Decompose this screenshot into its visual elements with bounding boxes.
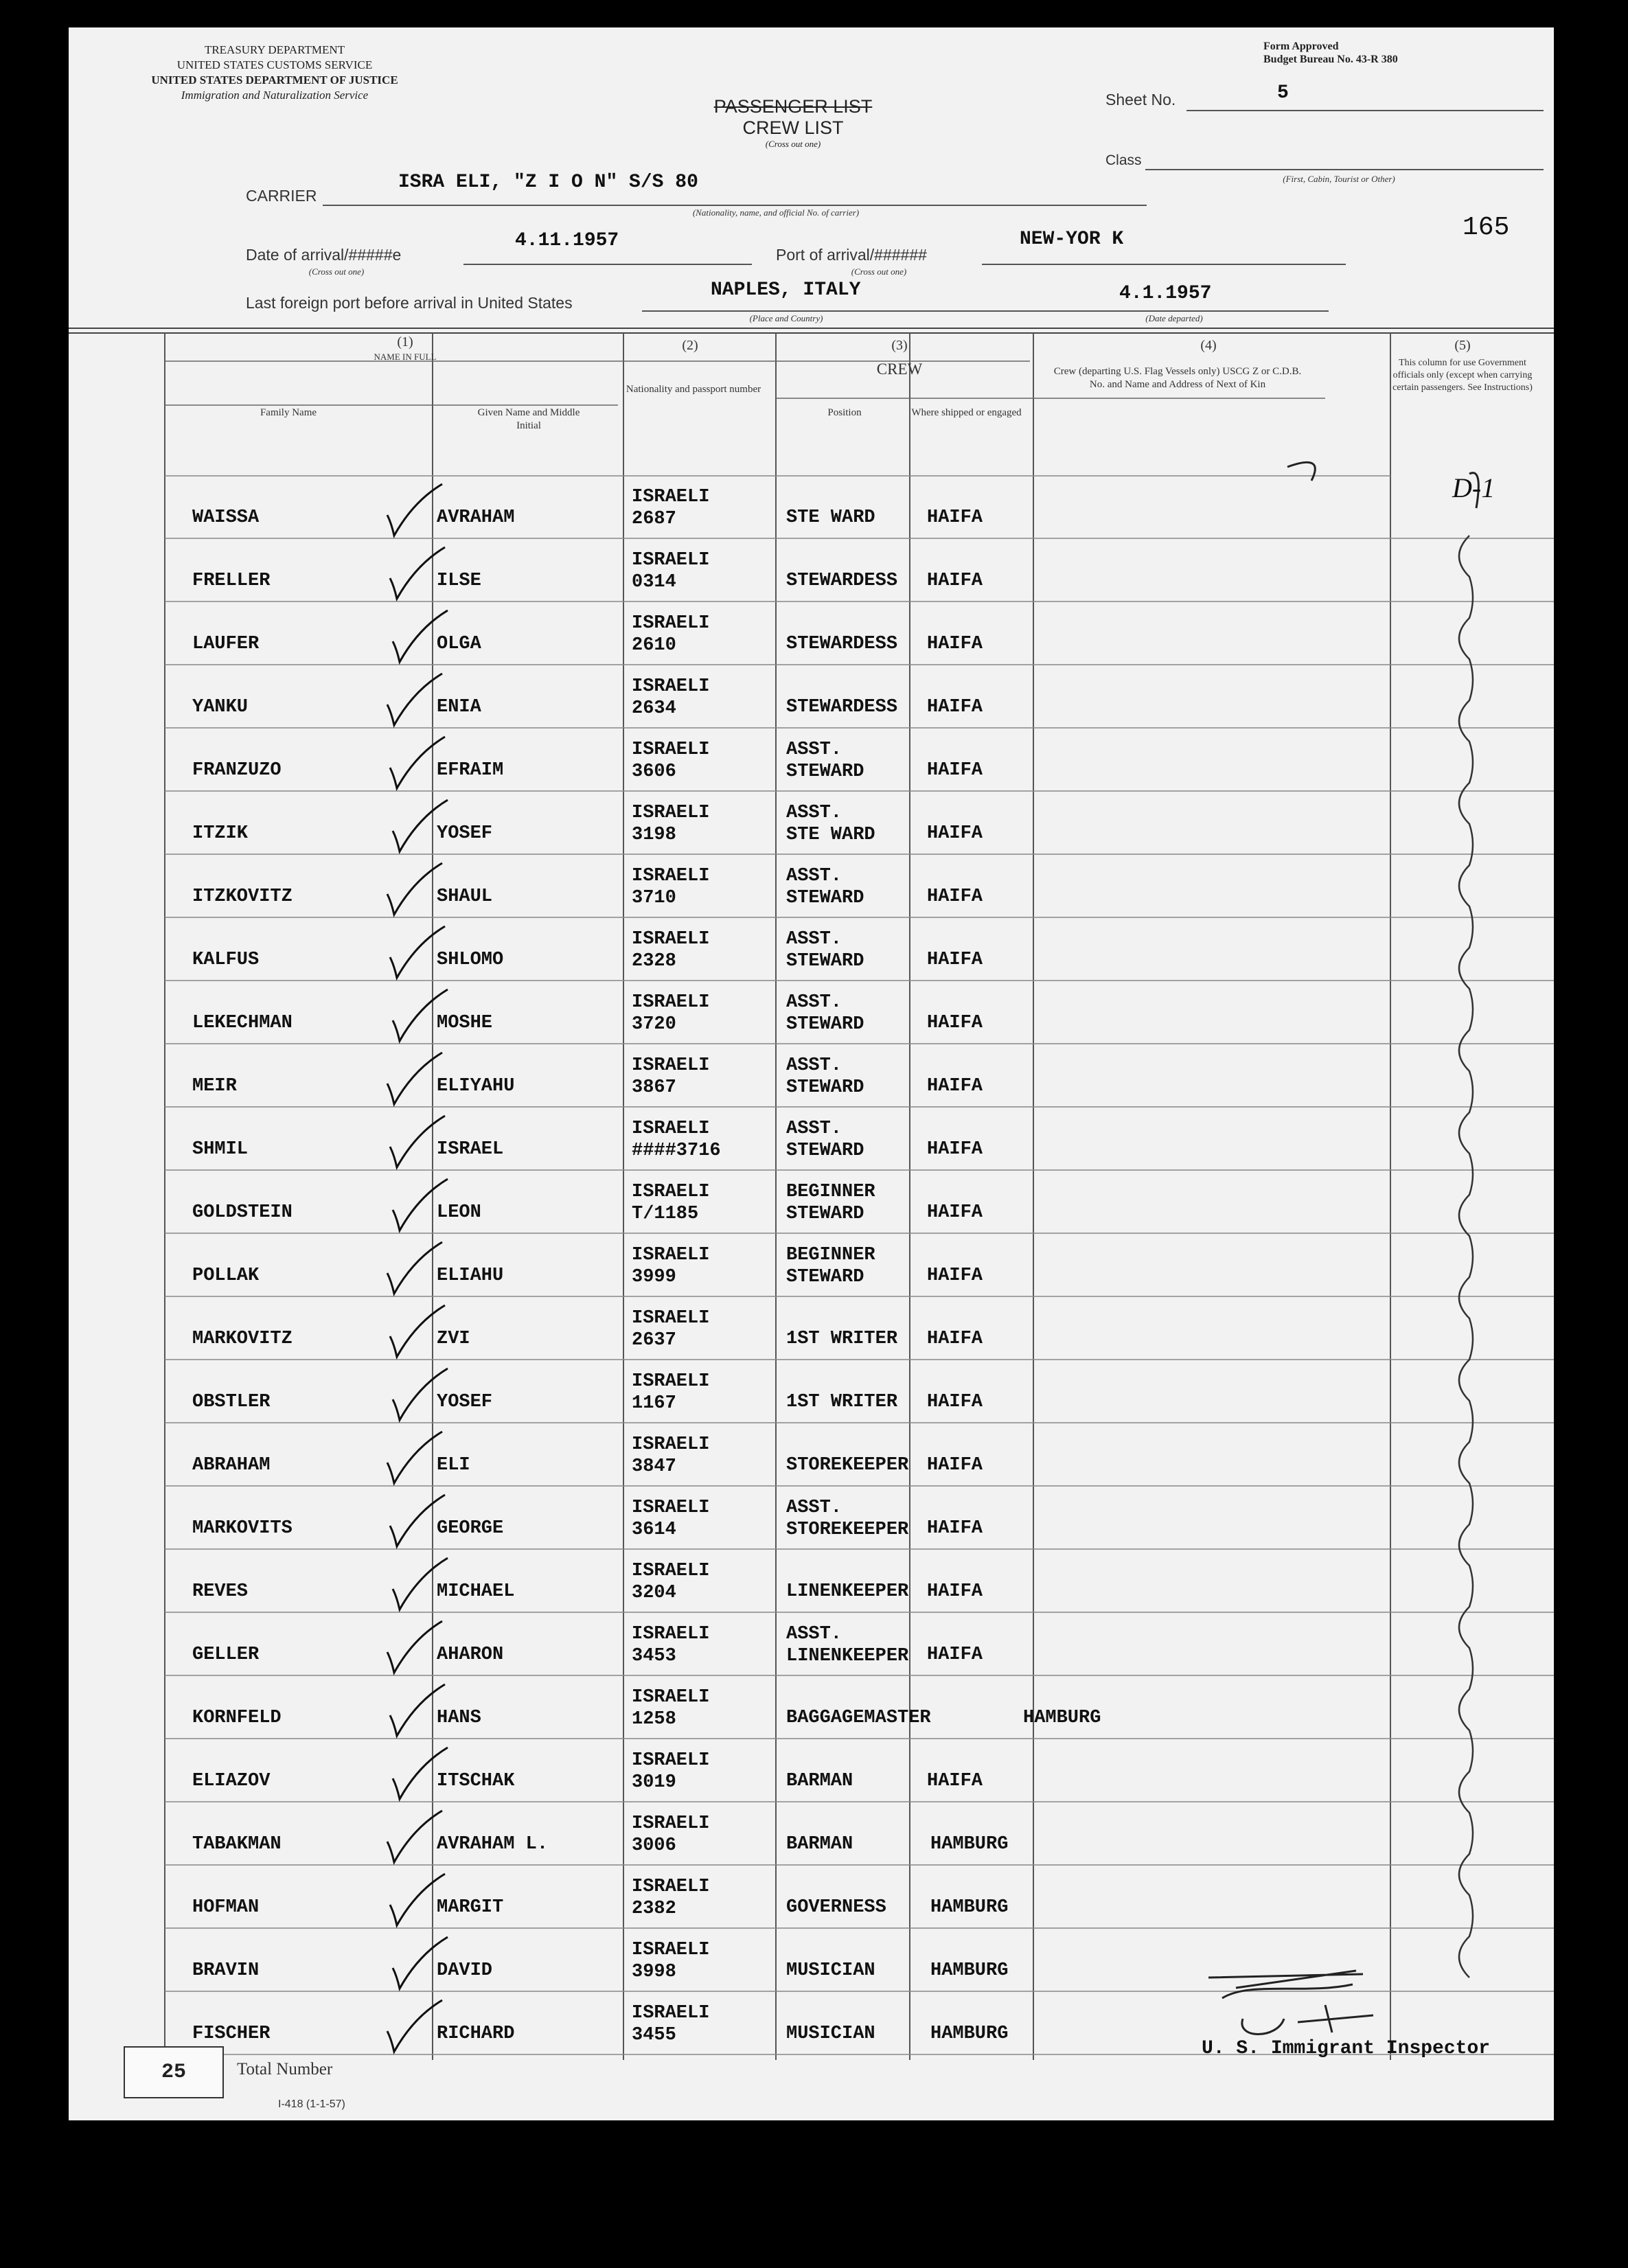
- table-row: [69, 1552, 1554, 1615]
- family-name: YANKU: [192, 697, 249, 718]
- passport-number: 3999: [632, 1267, 676, 1287]
- class-hint: (First, Cabin, Tourist or Other): [1283, 174, 1395, 184]
- where-shipped: HAIFA: [927, 571, 983, 591]
- given-name: AVRAHAM: [437, 507, 515, 528]
- where-shipped: HAIFA: [927, 1265, 983, 1286]
- nationality: ISRAELI: [632, 1434, 710, 1455]
- check-mark-icon: [379, 1428, 448, 1490]
- check-mark-icon: [382, 544, 450, 606]
- carrier-hint: (Nationality, name, and official No. of carrier): [692, 207, 860, 218]
- passport-number: 3710: [632, 888, 676, 908]
- passport-number: 1258: [632, 1709, 676, 1730]
- budget-bureau-text: Budget Bureau No. 43-R 380: [1263, 54, 1398, 65]
- passport-number: 3606: [632, 761, 676, 782]
- position: LINENKEEPER: [786, 1581, 909, 1602]
- passport-number: 3453: [632, 1646, 676, 1666]
- page-number: 165: [1463, 213, 1510, 242]
- given-name: EFRAIM: [437, 760, 504, 781]
- check-mark-icon: [379, 860, 448, 921]
- check-mark-icon: [382, 1302, 450, 1364]
- where-shipped-header: Where shipped or engaged: [911, 407, 1022, 418]
- family-name: TABAKMAN: [192, 1834, 282, 1855]
- check-mark-icon: [385, 986, 453, 1048]
- where-shipped: HAIFA: [927, 1329, 983, 1349]
- position: ASST.: [786, 866, 842, 886]
- position: ASST.: [786, 1055, 842, 1076]
- where-shipped: HAIFA: [927, 950, 983, 970]
- given-name: AHARON: [437, 1645, 504, 1665]
- passport-number: 1167: [632, 1393, 676, 1414]
- position-line-2: STEWARD: [786, 1014, 864, 1035]
- position: BARMAN: [786, 1834, 853, 1855]
- family-name: ITZIK: [192, 823, 249, 844]
- table-row: [69, 1868, 1554, 1931]
- class-label: Class: [1105, 152, 1142, 168]
- passport-number: 2637: [632, 1330, 676, 1351]
- agency-line: Immigration and Naturalization Service: [181, 89, 369, 102]
- where-shipped: HAIFA: [927, 1202, 983, 1223]
- position: ASST.: [786, 929, 842, 950]
- given-name: GEORGE: [437, 1518, 504, 1539]
- family-name: LEKECHMAN: [192, 1013, 293, 1033]
- where-shipped: HAIFA: [927, 1013, 983, 1033]
- given-name-header: Given Name and Middle Initial: [477, 407, 580, 431]
- family-name: ITZKOVITZ: [192, 886, 293, 907]
- position: STEWARDESS: [786, 571, 898, 591]
- nationality: ISRAELI: [632, 1813, 710, 1834]
- date-departed-hint: (Date departed): [1145, 313, 1203, 323]
- where-shipped: HAIFA: [927, 760, 983, 781]
- family-name: KORNFELD: [192, 1708, 282, 1728]
- total-number-label: Total Number: [237, 2060, 333, 2078]
- carrier-label: CARRIER: [246, 187, 317, 205]
- position-line-2: STOREKEEPER: [786, 1520, 909, 1540]
- passport-number: 3019: [632, 1772, 676, 1793]
- given-name: YOSEF: [437, 1392, 493, 1412]
- cross-out-hint: (Cross out one): [851, 266, 907, 277]
- family-name: MARKOVITZ: [192, 1329, 293, 1349]
- agency-line: UNITED STATES DEPARTMENT OF JUSTICE: [151, 73, 398, 87]
- table-row: [69, 604, 1554, 667]
- check-mark-icon: [379, 1239, 448, 1301]
- family-name: HOFMAN: [192, 1897, 260, 1918]
- nationality: ISRAELI: [632, 613, 710, 634]
- position-line-2: STE WARD: [786, 825, 875, 845]
- given-name: ENIA: [437, 697, 481, 718]
- nationality: ISRAELI: [632, 740, 710, 760]
- position-line-2: STEWARD: [786, 888, 864, 908]
- table-row: [69, 541, 1554, 604]
- government-mark: D-1: [1452, 472, 1495, 503]
- family-name: FISCHER: [192, 2024, 271, 2044]
- check-mark-icon: [379, 670, 448, 732]
- given-name: DAVID: [437, 1960, 493, 1981]
- table-row: [69, 1362, 1554, 1425]
- position: STOREKEEPER: [786, 1455, 909, 1476]
- where-shipped: HAMBURG: [930, 1834, 1009, 1855]
- position-line-2: STEWARD: [786, 1267, 864, 1287]
- nationality: ISRAELI: [632, 1940, 710, 1960]
- column-1-number: (1): [397, 334, 413, 350]
- where-shipped: HAIFA: [927, 1392, 983, 1412]
- check-mark-icon: [385, 1934, 453, 1995]
- given-name: MOSHE: [437, 1013, 493, 1033]
- given-name: ELIAHU: [437, 1265, 504, 1286]
- nationality: ISRAELI: [632, 1119, 710, 1139]
- given-name: HANS: [437, 1708, 481, 1728]
- given-name: OLGA: [437, 634, 481, 654]
- given-name: AVRAHAM L.: [437, 1834, 549, 1855]
- nationality: ISRAELI: [632, 1750, 710, 1771]
- where-shipped: HAIFA: [927, 1455, 983, 1476]
- where-shipped: HAIFA: [927, 507, 983, 528]
- passport-number: 3455: [632, 2025, 676, 2046]
- check-mark-icon: [379, 481, 448, 542]
- column-1-title: NAME IN FULL: [374, 352, 437, 362]
- check-mark-icon: [382, 733, 450, 795]
- crew-header: CREW: [876, 360, 923, 378]
- passport-number: 3204: [632, 1583, 676, 1603]
- check-mark-icon: [382, 1870, 450, 1932]
- family-name: GELLER: [192, 1645, 260, 1665]
- given-name: RICHARD: [437, 2024, 515, 2044]
- given-name: ITSCHAK: [437, 1771, 515, 1791]
- nationality-header: Nationality and passport number: [626, 384, 761, 395]
- check-mark-icon: [379, 1807, 448, 1869]
- position: GOVERNESS: [786, 1897, 886, 1918]
- agency-line: UNITED STATES CUSTOMS SERVICE: [176, 58, 373, 71]
- check-mark-icon: [382, 1681, 450, 1743]
- check-mark-icon: [382, 923, 450, 985]
- family-name: FRELLER: [192, 571, 271, 591]
- passenger-list-struck: PASSENGER LIST: [713, 96, 873, 117]
- passport-number: 3998: [632, 1962, 676, 1982]
- position: BEGINNER: [786, 1182, 875, 1202]
- where-shipped: HAIFA: [927, 697, 983, 718]
- where-shipped: HAIFA: [927, 1076, 983, 1097]
- check-mark-icon: [385, 1555, 453, 1616]
- nationality: ISRAELI: [632, 487, 710, 507]
- position: ASST.: [786, 1498, 842, 1518]
- last-port-value: NAPLES, ITALY: [711, 279, 861, 301]
- position-header: Position: [827, 407, 862, 418]
- where-shipped: HAMBURG: [930, 2024, 1009, 2044]
- position: STEWARDESS: [786, 697, 898, 718]
- cross-out-hint: (Cross out one): [308, 266, 365, 277]
- family-name: POLLAK: [192, 1265, 260, 1286]
- nationality: ISRAELI: [632, 676, 710, 697]
- family-name: FRANZUZO: [192, 760, 282, 781]
- passport-number: 3006: [632, 1835, 676, 1856]
- given-name: LEON: [437, 1202, 481, 1223]
- position-line-2: STEWARD: [786, 1204, 864, 1224]
- passport-number: T/1185: [632, 1204, 699, 1224]
- family-name: OBSTLER: [192, 1392, 271, 1412]
- place-country-hint: (Place and Country): [749, 313, 823, 323]
- position: BARMAN: [786, 1771, 853, 1791]
- position-line-2: STEWARD: [786, 761, 864, 782]
- where-shipped: HAMBURG: [930, 1960, 1009, 1981]
- given-name: ZVI: [437, 1329, 470, 1349]
- form-approval: [1263, 40, 1398, 66]
- column-4-number: (4): [1200, 338, 1217, 353]
- check-mark-icon: [379, 1049, 448, 1111]
- nationality: ISRAELI: [632, 1877, 710, 1897]
- check-mark-icon: [385, 1176, 453, 1237]
- given-name: ELIYAHU: [437, 1076, 515, 1097]
- column-2-number: (2): [682, 338, 698, 353]
- arrival-date-label: Date of arrival/#####e: [246, 246, 402, 264]
- agency-line: TREASURY DEPARTMENT: [204, 43, 345, 56]
- table-row: [69, 1931, 1554, 1994]
- position: 1ST WRITER: [786, 1329, 898, 1349]
- family-name: ELIAZOV: [192, 1771, 271, 1791]
- family-name: MARKOVITS: [192, 1518, 293, 1539]
- family-name-header: Family Name: [260, 407, 317, 418]
- nationality: ISRAELI: [632, 1687, 710, 1708]
- table-row: [69, 667, 1554, 731]
- passport-number: 3614: [632, 1520, 676, 1540]
- nationality: ISRAELI: [632, 929, 710, 950]
- nationality: ISRAELI: [632, 550, 710, 571]
- family-name: LAUFER: [192, 634, 260, 654]
- given-name: SHAUL: [437, 886, 493, 907]
- sheet-number: 5: [1277, 82, 1289, 104]
- table-row: [69, 1615, 1554, 1678]
- next-of-kin-header: Crew (departing U.S. Flag Vessels only) USCG Z or C.D.B. No. and Name and Address of Next of Kin: [1053, 366, 1302, 390]
- check-mark-icon: [385, 607, 453, 669]
- government-use-header: This column for use Government officials only (except when carrying certain passengers. See Instructions): [1392, 358, 1533, 393]
- nationality: ISRAELI: [632, 1308, 710, 1329]
- table-row: [69, 1805, 1554, 1868]
- crew-list-form: [69, 27, 1554, 2120]
- nationality: ISRAELI: [632, 1371, 710, 1392]
- given-name: MARGIT: [437, 1897, 504, 1918]
- family-name: ABRAHAM: [192, 1455, 271, 1476]
- column-3-number: (3): [891, 338, 908, 353]
- last-port-label: Last foreign port before arrival in United States: [246, 294, 573, 312]
- carrier-value: ISRA ELI, "Z I O N" S/S 80: [398, 172, 698, 193]
- table-row: [69, 1299, 1554, 1362]
- nationality: ISRAELI: [632, 1561, 710, 1581]
- passport-number: 0314: [632, 572, 676, 593]
- table-row: [69, 472, 1554, 541]
- form-number: I-418 (1-1-57): [278, 2098, 345, 2110]
- given-name: MICHAEL: [437, 1581, 515, 1602]
- check-mark-icon: [385, 797, 453, 858]
- where-shipped: HAIFA: [927, 1581, 983, 1602]
- table-row: [69, 983, 1554, 1046]
- table-row: [69, 1110, 1554, 1173]
- cross-out-hint: (Cross out one): [765, 139, 821, 149]
- where-shipped: HAIFA: [927, 886, 983, 907]
- position: MUSICIAN: [786, 2024, 875, 2044]
- position: STE WARD: [786, 507, 875, 528]
- given-name: ILSE: [437, 571, 481, 591]
- family-name: GOLDSTEIN: [192, 1202, 293, 1223]
- date-departed-value: 4.1.1957: [1119, 283, 1212, 304]
- arrival-date-value: 4.11.1957: [515, 230, 619, 251]
- where-shipped: HAIFA: [927, 1645, 983, 1665]
- passport-number: 2687: [632, 509, 676, 529]
- table-row: [69, 1741, 1554, 1805]
- where-shipped: HAMBURG: [1023, 1708, 1101, 1728]
- table-row: [69, 794, 1554, 857]
- nationality: ISRAELI: [632, 1624, 710, 1645]
- nationality: ISRAELI: [632, 1182, 710, 1202]
- passport-number: 3867: [632, 1077, 676, 1098]
- position: ASST.: [786, 1624, 842, 1645]
- arrival-port-label: Port of arrival/######: [776, 246, 927, 264]
- form-approved-text: Form Approved: [1263, 41, 1339, 52]
- family-name: MEIR: [192, 1076, 237, 1097]
- table-row: [69, 1236, 1554, 1299]
- nationality: ISRAELI: [632, 992, 710, 1013]
- family-name: KALFUS: [192, 950, 260, 970]
- nationality: ISRAELI: [632, 1055, 710, 1076]
- table-row: [69, 1489, 1554, 1552]
- nationality: ISRAELI: [632, 1498, 710, 1518]
- position: MUSICIAN: [786, 1960, 875, 1981]
- where-shipped: HAIFA: [927, 1518, 983, 1539]
- position: ASST.: [786, 992, 842, 1013]
- table-row: [69, 1046, 1554, 1110]
- position: ASST.: [786, 1119, 842, 1139]
- where-shipped: HAIFA: [927, 634, 983, 654]
- table-row: [69, 731, 1554, 794]
- check-mark-icon: [385, 1744, 453, 1806]
- where-shipped: HAIFA: [927, 1771, 983, 1791]
- where-shipped: HAIFA: [927, 1139, 983, 1160]
- list-title: [711, 96, 875, 150]
- where-shipped: HAMBURG: [930, 1897, 1009, 1918]
- position-line-2: STEWARD: [786, 1077, 864, 1098]
- nationality: ISRAELI: [632, 866, 710, 886]
- table-row: [69, 857, 1554, 920]
- position: STEWARDESS: [786, 634, 898, 654]
- passport-number: 2610: [632, 635, 676, 656]
- position: BAGGAGEMASTER: [786, 1708, 931, 1728]
- sheet-label: Sheet No.: [1105, 91, 1176, 108]
- check-mark-icon: [385, 1365, 453, 1427]
- check-mark-icon: [379, 1997, 448, 2059]
- given-name: ISRAEL: [437, 1139, 504, 1160]
- where-shipped: HAIFA: [927, 823, 983, 844]
- nationality: ISRAELI: [632, 1245, 710, 1265]
- column-5-number: (5): [1454, 338, 1471, 353]
- passport-number: 3198: [632, 825, 676, 845]
- nationality: ISRAELI: [632, 2003, 710, 2024]
- position: BEGINNER: [786, 1245, 875, 1265]
- table-row: [69, 1678, 1554, 1741]
- check-mark-icon: [382, 1491, 450, 1553]
- given-name: SHLOMO: [437, 950, 504, 970]
- given-name: YOSEF: [437, 823, 493, 844]
- table-row: [69, 920, 1554, 983]
- position: ASST.: [786, 740, 842, 760]
- position: ASST.: [786, 803, 842, 823]
- family-name: SHMIL: [192, 1139, 249, 1160]
- table-row: [69, 1425, 1554, 1489]
- given-name: ELI: [437, 1455, 470, 1476]
- position-line-2: STEWARD: [786, 951, 864, 972]
- table-row: [69, 1173, 1554, 1236]
- passport-number: 3847: [632, 1456, 676, 1477]
- position-line-2: STEWARD: [786, 1141, 864, 1161]
- family-name: WAISSA: [192, 507, 260, 528]
- passport-number: 3720: [632, 1014, 676, 1035]
- position: 1ST WRITER: [786, 1392, 898, 1412]
- passport-number: 2328: [632, 951, 676, 972]
- agency-header: [96, 43, 453, 103]
- passport-number: 2382: [632, 1899, 676, 1919]
- passport-number: 2634: [632, 698, 676, 719]
- family-name: BRAVIN: [192, 1960, 260, 1981]
- crew-list-title: CREW LIST: [742, 117, 844, 138]
- arrival-port-value: NEW-YOR K: [1020, 229, 1124, 250]
- total-number-box: 25: [124, 2046, 224, 2098]
- check-mark-icon: [379, 1618, 448, 1680]
- position-line-2: LINENKEEPER: [786, 1646, 909, 1666]
- family-name: REVES: [192, 1581, 249, 1602]
- check-mark-icon: [382, 1112, 450, 1174]
- passport-number: ####3716: [632, 1141, 721, 1161]
- nationality: ISRAELI: [632, 803, 710, 823]
- inspector-label: U. S. Immigrant Inspector: [1202, 2038, 1491, 2059]
